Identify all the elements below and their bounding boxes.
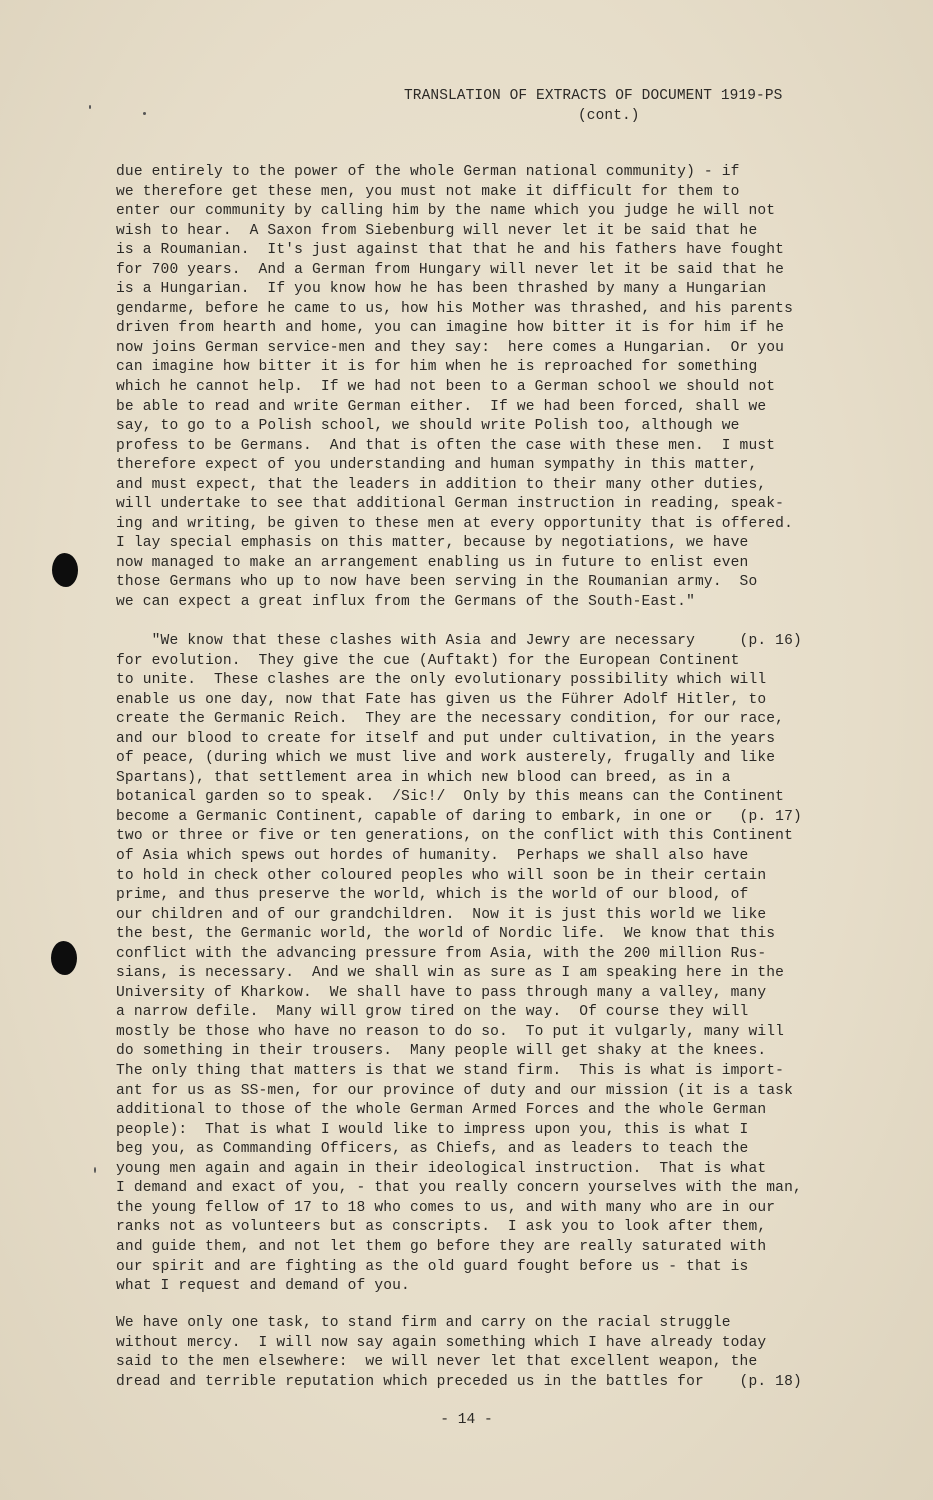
text-line: people): That is what I would like to impress upon you, this is what I [116,1121,749,1138]
text-line: due entirely to the power of the whole German national community) - if [116,164,740,180]
text-line: enable us one day, now that Fate has given us the Führer Adolf Hitler, to [116,691,767,708]
text-line: mostly be those who have no reason to do so. To put it vulgarly, many will [116,1023,785,1040]
punch-hole [51,941,77,975]
text-line: University of Kharkow. We shall have to pass through many a valley, many [116,984,767,1001]
text-line: Spartans), that settlement area in which new blood can breed, as in a [116,769,731,786]
text-line: be able to read and write German either. If we had been forced, shall we [116,398,767,415]
text-line: I demand and exact of you, - that you really concern yourselves with the man, [116,1180,802,1197]
text-line: said to the men elsewhere: we will never let that excellent weapon, the [116,1354,758,1371]
text-line: two or three or five or ten generations, on the conflict with this Continent [116,828,793,845]
text-line: to hold in check other coloured peoples who will soon be in their certain [116,867,767,884]
text-line: additional to those of the whole German Armed Forces and the whole German [116,1102,767,1119]
paragraph-1 [116,163,793,613]
text-line: will undertake to see that additional German instruction in reading, speak- [116,496,785,513]
text-line: The only thing that matters is that we stand firm. This is what is import- [116,1063,785,1080]
text-line: conflict with the advancing pressure from Asia, with the 200 million Rus- [116,945,767,962]
text-line: is a Roumanian. It's just against that that he and his fathers have fought [116,242,785,259]
document-header [404,86,844,126]
text-line: now joins German service-men and they say: here comes a Hungarian. Or you [116,339,785,356]
text-line: is a Hungarian. If you know how he has been thrashed by many a Hungarian [116,281,767,298]
text-line: ranks not as volunteers but as conscripts. I ask you to look after them, [116,1219,767,1236]
text-line: and must expect, that the leaders in addition to their many other duties, [116,476,767,493]
text-line: "We know that these clashes with Asia and Jewry are necessary (p. 16) [116,633,802,649]
text-line: young men again and again in their ideological instruction. That is what [116,1160,767,1177]
text-line: for evolution. They give the cue (Auftakt) for the European Continent [116,652,740,669]
text-line: sians, is necessary. And we shall win as sure as I am speaking here in the [116,965,785,982]
text-line: gendarme, before he came to us, how his Mother was thrashed, and his parents [116,300,793,317]
text-line: our children and of our grandchildren. Now it is just this world we like [116,906,767,923]
text-line: say, to go to a Polish school, we should write Polish too, although we [116,418,740,435]
text-line: wish to hear. A Saxon from Siebenburg will never let it be said that he [116,222,758,239]
text-line: can imagine how bitter it is for him when he is reproached for something [116,359,758,376]
text-line: create the Germanic Reich. They are the necessary condition, for our race, [116,711,785,728]
text-line: which he cannot help. If we had not been to a German school we should not [116,379,776,396]
text-line: prime, and thus preserve the world, which is the world of our blood, of [116,887,749,904]
paper-speck [89,105,91,109]
paragraph-2 [116,632,802,1297]
text-line: of Asia which spews out hordes of humanity. Perhaps we shall also have [116,848,749,865]
document-title: TRANSLATION OF EXTRACTS OF DOCUMENT 1919-PS [404,88,783,104]
text-line: ing and writing, be given to these men at every opportunity that is offered. [116,515,793,532]
paper-speck [94,1167,96,1173]
text-line: we therefore get these men, you must not make it difficult for them to [116,183,740,200]
text-line: therefore expect of you understanding and human sympathy in this matter, [116,457,758,474]
text-line: for 700 years. And a German from Hungary will never let it be said that he [116,261,785,278]
text-line: ant for us as SS-men, for our province of duty and our mission (it is a task [116,1082,793,1099]
paragraph-3 [116,1314,802,1392]
text-line: driven from hearth and home, you can imagine how bitter it is for him if he [116,320,785,337]
text-line: become a Germanic Continent, capable of daring to embark, in one or (p. 17) [116,808,802,825]
text-line: We have only one task, to stand firm and carry on the racial struggle [116,1315,731,1331]
text-line: we can expect a great influx from the Germans of the South-East." [116,594,695,611]
text-line: of peace, (during which we must live and work austerely, frugally and like [116,750,776,767]
text-line: without mercy. I will now say again something which I have already today [116,1334,767,1351]
page-number: - 14 - [440,1412,493,1428]
text-line: now managed to make an arrangement enabling us in future to enlist even [116,554,749,571]
paper-speck [143,112,146,115]
text-line: a narrow defile. Many will grow tired on the way. Of course they will [116,1004,749,1021]
text-line: enter our community by calling him by the name which you judge he will not [116,203,776,220]
text-line: the best, the Germanic world, the world of Nordic life. We know that this [116,926,776,943]
text-line: profess to be Germans. And that is often the case with these men. I must [116,437,776,454]
document-subtitle: (cont.) [578,108,640,124]
text-line: our spirit and are fighting as the old guard fought before us - that is [116,1258,749,1275]
text-line: beg you, as Commanding Officers, as Chiefs, and as leaders to teach the [116,1141,749,1158]
text-line: the young fellow of 17 to 18 who comes to us, and with many who are in our [116,1199,776,1216]
text-line: those Germans who up to now have been serving in the Roumanian army. So [116,574,758,591]
text-line: do something in their trousers. Many people will get shaky at the knees. [116,1043,767,1060]
text-line: I lay special emphasis on this matter, because by negotiations, we have [116,535,749,552]
text-line: dread and terrible reputation which preceded us in the battles for (p. 18) [116,1373,802,1390]
text-line: and guide them, and not let them go before they are really saturated with [116,1238,767,1255]
punch-hole [52,553,78,587]
text-line: and our blood to create for itself and put under cultivation, in the years [116,730,776,747]
text-line: what I request and demand of you. [116,1278,410,1295]
text-line: to unite. These clashes are the only evolutionary possibility which will [116,672,767,689]
text-line: botanical garden so to speak. /Sic!/ Only by this means can the Continent [116,789,785,806]
